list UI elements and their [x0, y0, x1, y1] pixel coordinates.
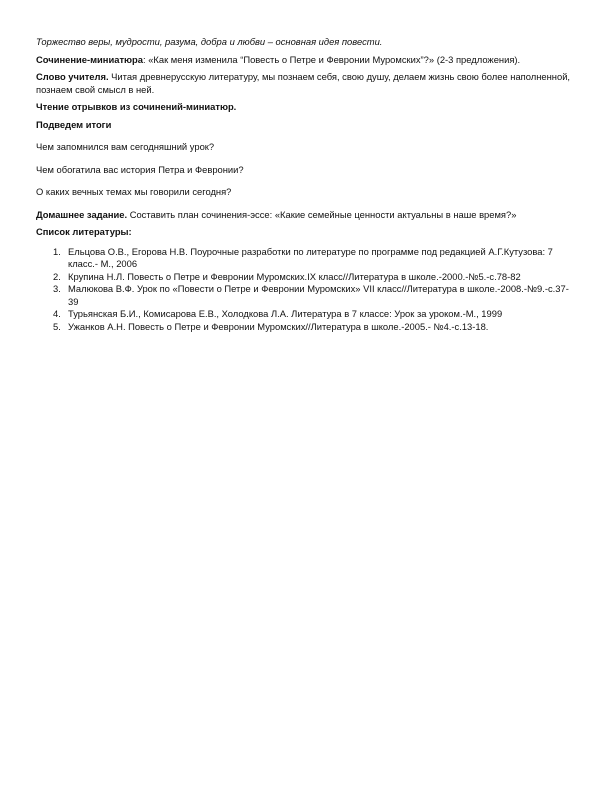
intro-line: Торжество веры, мудрости, разума, добра и любви – основная идея повести. [36, 36, 383, 47]
essay-paragraph [36, 54, 576, 67]
question-1: Чем запомнился вам сегодняшний урок? [36, 141, 215, 152]
references-list [36, 246, 576, 334]
reference-number: 2. [53, 270, 61, 282]
document-page [36, 36, 576, 333]
question-3: О каких вечных темах мы говорили сегодня? [36, 186, 232, 197]
reading-heading: Чтение отрывков из сочинений-миниатюр. [36, 101, 237, 112]
teacher-paragraph [36, 71, 576, 96]
reference-text: Ельцова О.В., Егорова Н.В. Поурочные разработки по литературе по программе под редакцией А.Г.Кутузова: 7 класс.- М., 2006 [68, 245, 553, 269]
essay-text: : «Как меня изменила “Повесть о Петре и Февронии Муромских”?» (2-3 предложения). [142, 53, 521, 65]
summary-heading: Подведем итоги [36, 118, 112, 130]
reference-item [36, 271, 576, 284]
teacher-heading: Слово учителя. [36, 71, 109, 82]
reference-item [36, 308, 576, 321]
essay-heading: Сочинение-миниатюра [36, 53, 143, 65]
homework-text: Составить план сочинения-эссе: «Какие семейные ценности актуальны в наше время?» [127, 208, 517, 220]
reference-text: Крупина Н.Л. Повесть о Петре и Февронии Муромских.IX класс//Литература в школе.-2000.-№5.-с.78-82 [68, 270, 521, 282]
homework-heading: Домашнее задание. [36, 208, 128, 220]
reference-item [36, 283, 576, 308]
reference-number: 1. [53, 245, 61, 257]
references-heading: Список литературы: [36, 226, 132, 237]
question-2: Чем обогатила вас история Петра и Февронии? [36, 163, 244, 175]
reference-item [36, 246, 576, 271]
reference-item [36, 321, 576, 334]
reference-text: Турьянская Б.И., Комисарова Е.В., Холодкова Л.А. Литература в 7 классе: Урок за уроком.-М., 1999 [68, 308, 503, 319]
homework-paragraph [36, 209, 576, 222]
teacher-text: Читая древнерусскую литературу, мы познаем себя, свою душу, делаем жизнь свою более наполненной, познаем свой смысл в ней. [36, 71, 571, 95]
reference-number: 4. [53, 308, 61, 319]
reference-text: Малюкова В.Ф. Урок по «Повести о Петре и Февронии Муромских» VII класс//Литература в школе.-2008.-№9.-с.37-39 [68, 283, 569, 307]
reference-text: Ужанков А.Н. Повесть о Петре и Февронии Муромских//Литература в школе.-2005.- №4.-с.13-18. [68, 320, 489, 332]
reference-number: 3. [53, 283, 61, 294]
reference-number: 5. [53, 320, 61, 332]
